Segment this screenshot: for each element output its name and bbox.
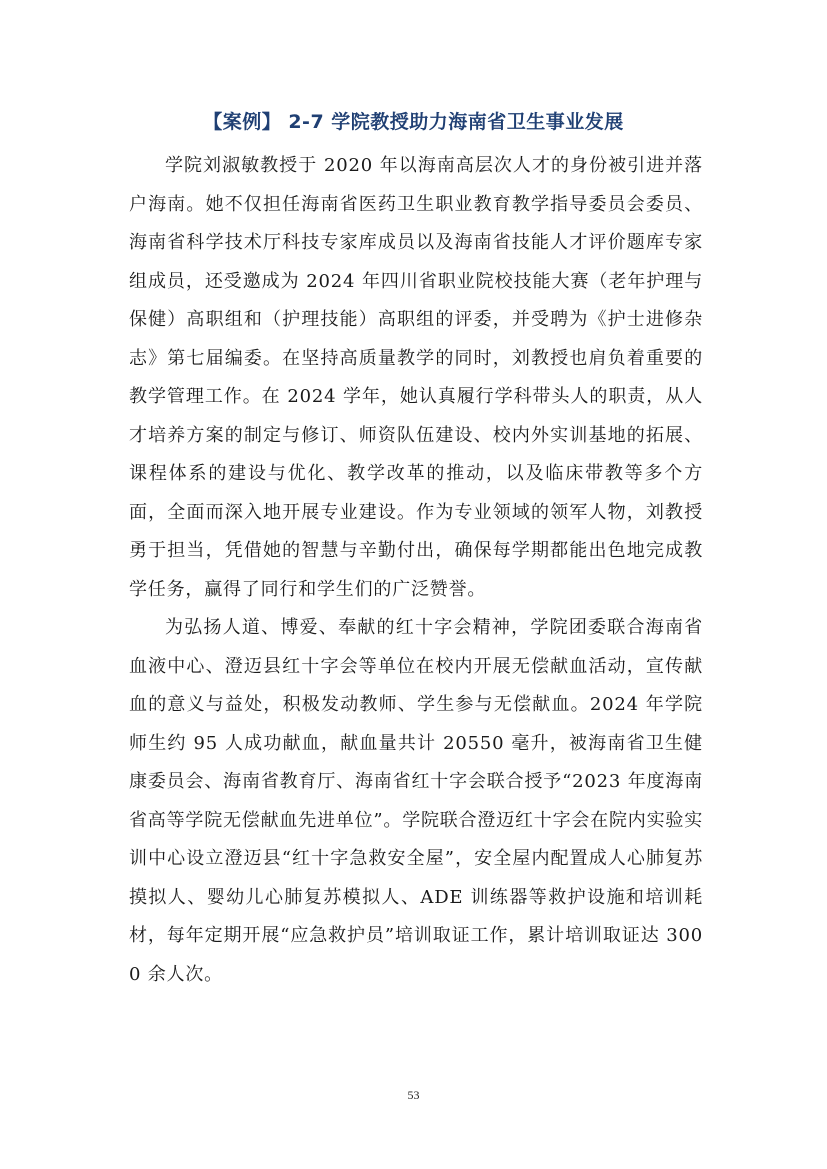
body-content (129, 147, 703, 994)
paragraph-blood-donation: 为弘扬人道、博爱、奉献的红十字会精神，学院团委联合海南省血液中心、澄迈县红十字会等单位在校内开展无偿献血活动，宣传献血的意义与益处，积极发动教师、学生参与无偿献血。2024 年学院师生约 95 人成功献血，献血量共计 20550 毫升，被海南省卫生健康委员会、海南省教育厅、海南省红十字会联合授予“2023 年度海南省高等学院无偿献血先进单位”。学院联合澄迈红十字会在院内实验实训中心设立澄迈县“红十字急救安全屋”，安全屋内配置成人心肺复苏摸拟人、婴幼儿心肺复苏模拟人、ADE 训练器等救护设施和培训耗材，每年定期开展“应急救护员”培训取证工作，累计培训取证达 3000 余人次。 (129, 617, 703, 985)
page-number: 53 (407, 1088, 420, 1102)
paragraph-professor: 学院刘淑敏教授于 2020 年以海南高层次人才的身份被引进并落户海南。她不仅担任海南省医药卫生职业教育教学指导委员会委员、海南省科学技术厅科技专家库成员以及海南省技能人才评价题库专家组成员，还受邀成为 2024 年四川省职业院校技能大赛（老年护理与保健）高职组和（护理技能）高职组的评委，并受聘为《护士进修杂志》第七届编委。在坚持高质量教学的同时，刘教授也肩负着重要的教学管理工作。在 2024 学年，她认真履行学科带头人的职责，从人才培养方案的制定与修订、师资队伍建设、校内外实训基地的拓展、课程体系的建设与优化、教学改革的推动，以及临床带教等多个方面，全面而深入地开展专业建设。作为专业领域的领军人物，刘教授勇于担当，凭借她的智慧与辛勤付出，确保每学期都能出色地完成教学任务，赢得了同行和学生们的广泛赞誉。 (129, 155, 703, 600)
case-title: 【案例】 2-7 学院教授助力海南省卫生事业发展 (203, 111, 624, 133)
